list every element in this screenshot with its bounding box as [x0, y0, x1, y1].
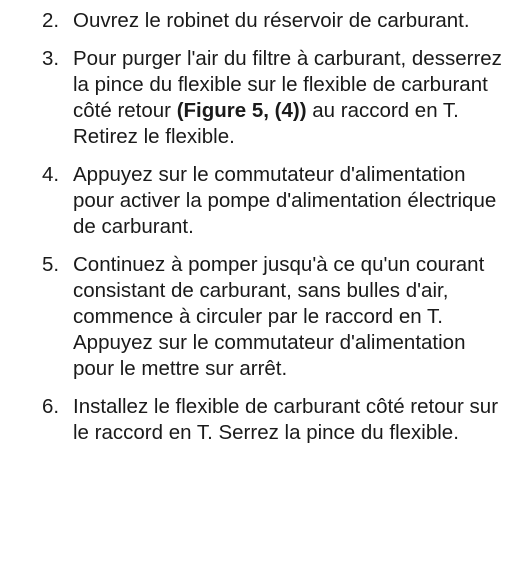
step-5	[42, 252, 502, 382]
step-text-after-ref: au raccord en T. Retirez le flexible.	[73, 99, 459, 148]
step-text: Appuyez sur le commutateur d'alimentation pour activer la pompe d'alimentation électrique de carburant.	[73, 163, 497, 238]
figure-reference: (Figure 5, (4))	[176, 99, 307, 122]
step-6	[42, 394, 502, 446]
step-2	[42, 8, 502, 34]
step-3	[42, 46, 502, 150]
procedure-steps	[42, 8, 502, 458]
step-number: 3.	[42, 47, 60, 70]
step-number: 2.	[42, 9, 60, 32]
step-text	[73, 46, 502, 150]
step-number: 6.	[42, 395, 60, 418]
step-number: 5.	[42, 253, 60, 276]
step-text: Continuez à pomper jusqu'à ce qu'un courant consistant de carburant, sans bulles d'air, commence à circuler par le raccord en T. Appuyez sur le commutateur d'alimentation pour le mettre sur arrêt.	[73, 253, 485, 380]
step-text: Ouvrez le robinet du réservoir de carburant.	[73, 9, 470, 32]
step-number: 4.	[42, 163, 60, 186]
step-text: Installez le flexible de carburant côté retour sur le raccord en T. Serrez la pince du flexible.	[73, 395, 499, 444]
step-text-before-ref: Pour purger l'air du filtre à carburant, desserrez la pince du flexible sur le flexible de carburant côté retour	[73, 47, 502, 122]
step-4	[42, 162, 502, 240]
